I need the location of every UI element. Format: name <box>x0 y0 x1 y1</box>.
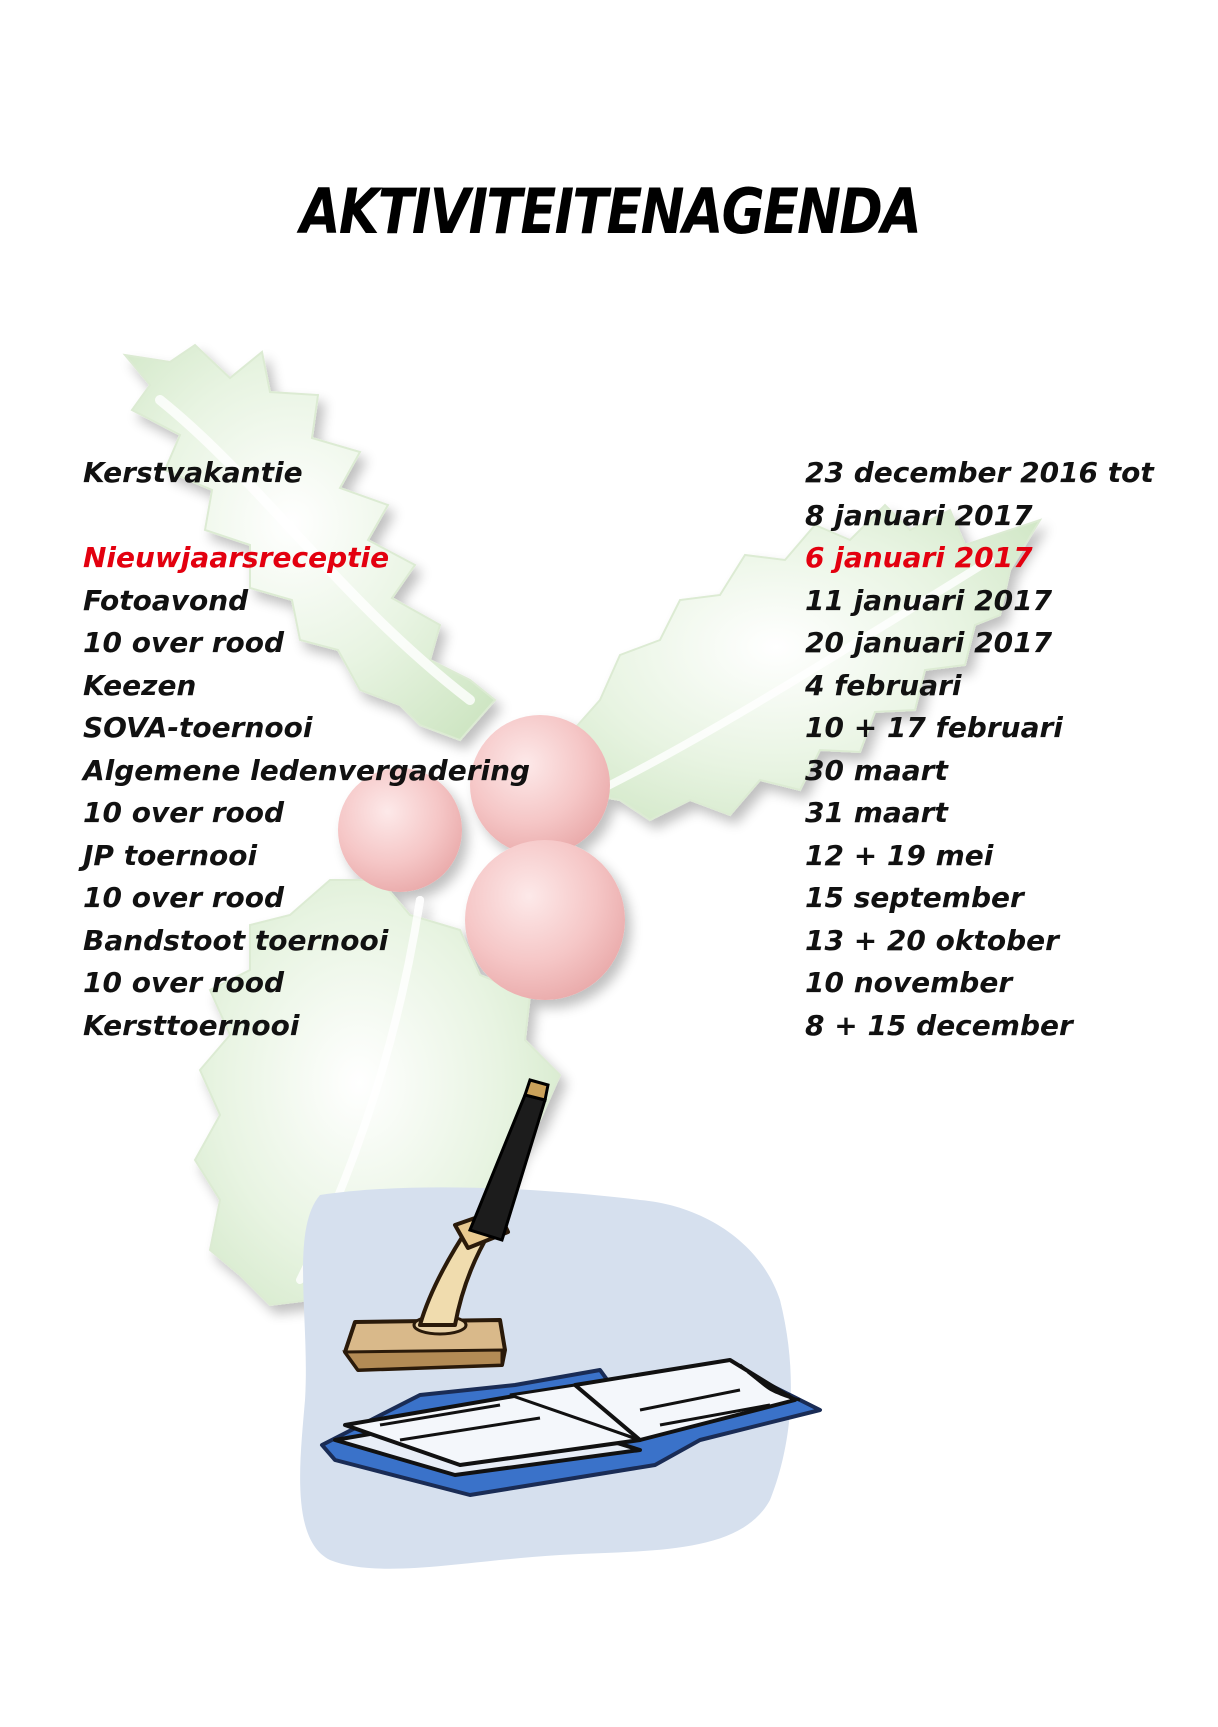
activity-date: 13 + 20 oktober <box>805 923 1059 957</box>
activity-name: Kersttoernooi <box>83 1008 300 1042</box>
activity-name: Keezen <box>83 668 197 702</box>
agenda-row <box>83 707 1143 750</box>
activity-name: Kerstvakantie <box>83 456 303 489</box>
activity-date: 23 december 2016 tot <box>805 456 1154 489</box>
agenda-row <box>83 750 1143 793</box>
activity-name: 10 over rood <box>83 796 285 829</box>
agenda-row <box>83 665 1143 708</box>
activity-date: 20 januari 2017 <box>805 626 1053 659</box>
activity-date: 15 september <box>805 881 1024 914</box>
activity-date: 8 januari 2017 <box>805 498 1033 532</box>
agenda-row <box>83 835 1143 878</box>
agenda-row <box>83 452 1154 495</box>
activity-name: 10 over rood <box>83 881 285 914</box>
agenda-row <box>83 792 1143 835</box>
agenda-row <box>83 537 1143 580</box>
activity-name: Bandstoot toernooi <box>83 923 389 957</box>
agenda-row <box>83 622 1143 665</box>
activity-name: Fotoavond <box>83 583 249 617</box>
page-title <box>290 165 930 260</box>
agenda-row <box>83 580 1143 623</box>
agenda-row <box>83 1005 1143 1048</box>
activity-name: Nieuwjaarsreceptie <box>83 541 390 574</box>
activity-name: JP toernooi <box>83 838 258 872</box>
activity-name: 10 over rood <box>83 626 285 659</box>
agenda-row <box>83 495 1143 538</box>
agenda-row <box>83 877 1143 920</box>
activity-date: 8 + 15 december <box>805 1008 1073 1042</box>
title-text: AKTIVITEITENAGENDA <box>295 175 921 248</box>
agenda-list <box>83 452 1154 1047</box>
activity-date: 30 maart <box>805 753 948 787</box>
activity-name: Algemene ledenvergadering <box>83 753 531 787</box>
activity-date: 4 februari <box>805 668 962 702</box>
activity-date: 10 november <box>805 966 1013 999</box>
activity-date: 6 januari 2017 <box>805 541 1033 574</box>
activity-name: 10 over rood <box>83 966 285 999</box>
activity-name: SOVA-toernooi <box>83 711 313 744</box>
activity-date: 10 + 17 februari <box>805 711 1063 744</box>
activity-date: 12 + 19 mei <box>805 838 994 872</box>
activity-date: 31 maart <box>805 796 948 829</box>
activity-date: 11 januari 2017 <box>805 583 1053 617</box>
agenda-row <box>83 962 1143 1005</box>
agenda-row <box>83 920 1143 963</box>
